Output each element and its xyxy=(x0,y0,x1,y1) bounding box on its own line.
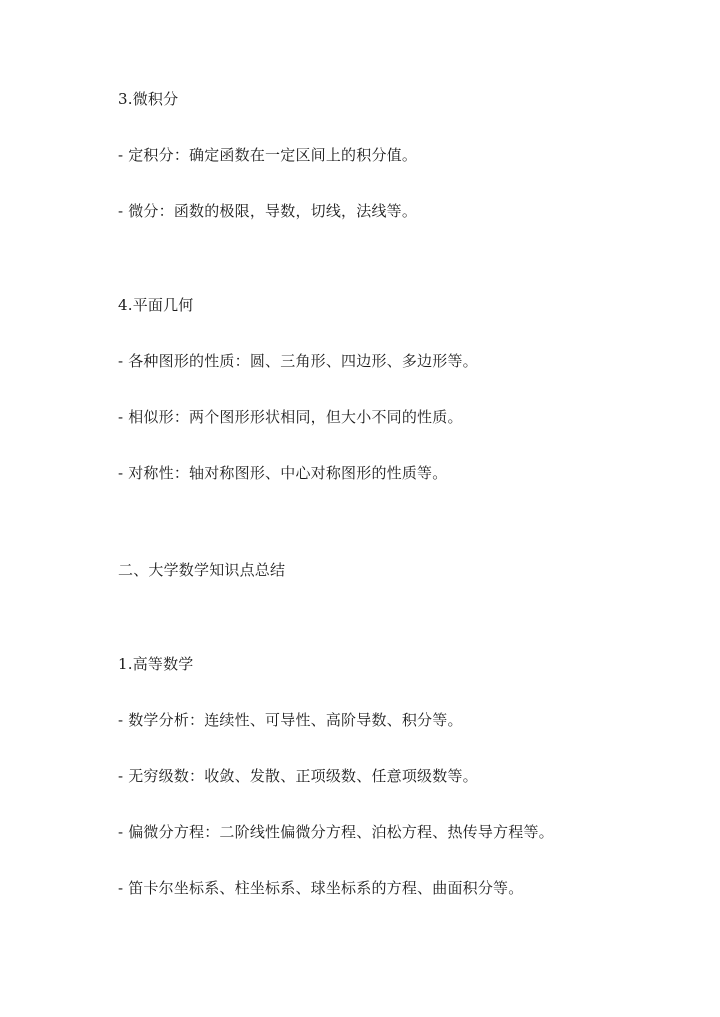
heading-plane-geometry: 4.平面几何 xyxy=(118,296,194,314)
list-item-differential: - 微分：函数的极限，导数，切线，法线等。 xyxy=(118,202,418,220)
heading-calculus: 3.微积分 xyxy=(118,90,179,108)
heading-advanced-math: 1.高等数学 xyxy=(118,655,194,673)
list-item-coordinate-systems: - 笛卡尔坐标系、柱坐标系、球坐标系的方程、曲面积分等。 xyxy=(118,879,524,897)
list-item-pde: - 偏微分方程：二阶线性偏微分方程、泊松方程、热传导方程等。 xyxy=(118,823,554,841)
section-heading-university-math: 二、大学数学知识点总结 xyxy=(118,561,286,579)
list-item-similar-shapes: - 相似形：两个图形形状相同，但大小不同的性质。 xyxy=(118,408,463,426)
list-item-definite-integral: - 定积分：确定函数在一定区间上的积分值。 xyxy=(118,146,418,164)
list-item-shape-properties: - 各种图形的性质：圆、三角形、四边形、多边形等。 xyxy=(118,352,478,370)
list-item-math-analysis: - 数学分析：连续性、可导性、高阶导数、积分等。 xyxy=(118,711,463,729)
list-item-symmetry: - 对称性：轴对称图形、中心对称图形的性质等。 xyxy=(118,464,448,482)
list-item-infinite-series: - 无穷级数：收敛、发散、正项级数、任意项级数等。 xyxy=(118,767,478,785)
